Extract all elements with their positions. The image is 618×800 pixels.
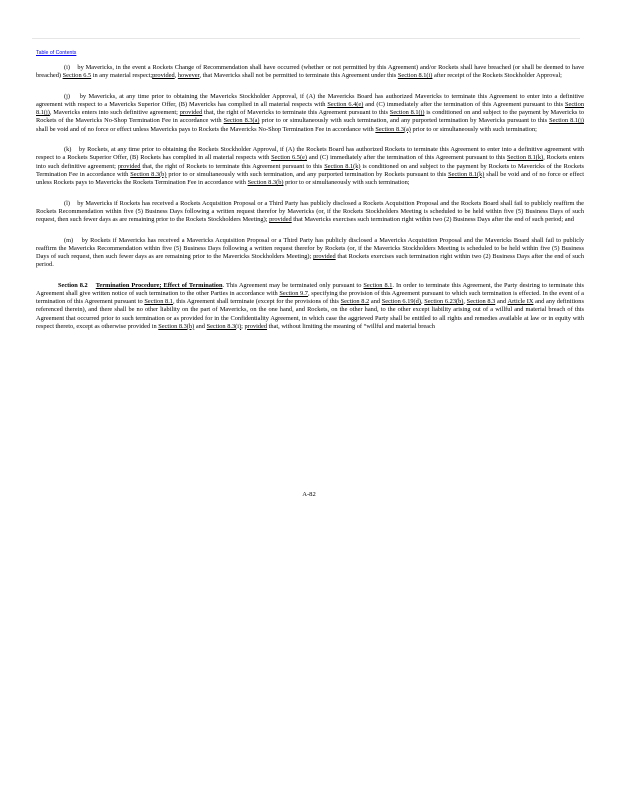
clause-text: by Rockets if Mavericks has received a Mavericks Acquisition Proposal or a Third Party has publicly disclosed a Mavericks Acquisition Proposal and the Mavericks Board shall fail to publicly reaffirm the Mavericks Recommendation within five (5) Business Days following a written request therefor by Rockets (or, if the Mavericks Stockholders Meeting is scheduled to be held within five (5) Business Days of such request, then such fewer days as are remaining prior to the Mavericks Stockholders Meeting); <box>36 236 585 261</box>
clause-text: and <box>195 322 205 330</box>
section-ref[interactable]: Section 8.3(h) <box>158 322 195 330</box>
clause-label: (m) <box>64 236 74 244</box>
provided-term: provided <box>152 72 175 80</box>
article-ref[interactable]: Article IX <box>507 298 534 306</box>
clause-text: is conditioned on and subject to the payment by Rockets to Mavericks of the Rockets Termination Fee in accordance with <box>36 162 585 178</box>
clause-text: in any material respect; <box>92 72 153 80</box>
clause-text: by Mavericks, in the event a Rockets Change of Recommendation shall have occurred (whether or not permitted by this Agreement) and/or Rockets shall have breached (or shall be deemed to have breached) <box>36 64 585 80</box>
clause-text: by Mavericks, at any time prior to obtaining the Mavericks Stockholder Approval, if (A) the Mavericks Board has authorized Mavericks to terminate this Agreement to enter into a definitive agreement with respect to a Mavericks Superior Offer, (B) Mavericks has complied in all material respects with <box>36 92 584 108</box>
section-ref[interactable]: Section 8.3(a) <box>375 125 411 133</box>
clause-label: (i) <box>64 64 70 71</box>
clause-text: after receipt of the Rockets Stockholder Approval; <box>433 72 562 80</box>
section-ref[interactable]: Section 6.19(d) <box>381 298 421 306</box>
section-ref[interactable]: Section 8.3(i) <box>206 322 242 330</box>
clause-text: that Rockets exercises such termination right within two (2) Business Days after the end of such period. <box>36 253 584 269</box>
section-ref[interactable]: Section 8.1(j) <box>389 109 425 117</box>
clause-m <box>36 237 584 270</box>
clause-text: , specifying the provision of this Agreement pursuant to which such termination is effected. In the event of a termination of this Agreement pursuant to <box>36 290 584 306</box>
clause-text: that, the right of Rockets to terminate this Agreement pursuant to this <box>142 162 323 170</box>
section-ref[interactable]: Section 8.3(a) <box>223 117 260 125</box>
clause-i <box>36 64 584 80</box>
section-8-2 <box>36 282 584 331</box>
clause-text: prior to or simultaneously with such termination, and any purported termination by Mavericks pursuant to this <box>261 117 548 125</box>
clause-text: ; <box>241 322 243 330</box>
clause-text: by Mavericks if Rockets has received a Rockets Acquisition Proposal or a Third Party has publicly disclosed a Rockets Acquisition Proposal and the Rockets Board shall fail to publicly reaffirm the Rockets Recommendation within five (5) Business Days following a written request therefor by Mavericks (or, if the Rockets Stockholders Meeting is scheduled to be held within five (5) Business Days of such request, then such fewer days as are remaining prior to the Rockets Stockholders Meeting); <box>36 199 584 224</box>
provided-term: provided <box>244 322 268 330</box>
section-label: Section 8.2 <box>58 281 88 289</box>
clause-text: prior to or simultaneously with such termination, and any purported termination by Rockets pursuant to this <box>168 170 447 178</box>
clause-text: . This Agreement may be terminated only pursuant to <box>222 281 362 289</box>
clause-text: prior to or simultaneously with such termination; <box>285 179 410 187</box>
provided-term: provided <box>313 253 336 261</box>
clause-text: , <box>174 72 177 80</box>
clause-label: (l) <box>64 199 70 207</box>
section-ref[interactable]: Section 8.1 <box>144 298 173 306</box>
clause-text: that, without limiting the meaning of “willful and material breach <box>268 322 435 330</box>
clause-l <box>36 200 584 225</box>
clause-text: and <box>370 298 381 306</box>
section-ref[interactable]: Section 8.1(k) <box>448 170 485 178</box>
document-body <box>36 64 584 343</box>
section-ref[interactable]: Section 9.7 <box>279 290 308 298</box>
section-ref[interactable]: Section 8.1 <box>363 281 393 289</box>
clause-label: (j) <box>64 92 70 100</box>
section-ref[interactable]: Section 6.5(e) <box>271 154 307 162</box>
clause-text: . In order to terminate this Agreement, the Party desiring to terminate this Agreement shall give written notice of such termination to the other Parties in accordance with <box>36 281 585 298</box>
section-heading: Termination Procedure; Effect of Termination <box>95 281 223 289</box>
clause-text: and (C) immediately after the termination of this Agreement pursuant to this <box>308 154 506 162</box>
section-ref[interactable]: Section 6.4(e) <box>327 101 364 108</box>
clause-text: shall be void and of no force or effect unless Mavericks pays to Rockets the Mavericks No-Shop Termination Fee in accordance with <box>36 125 374 133</box>
section-ref[interactable]: Section 8.1(j) <box>36 101 584 117</box>
clause-text: and <box>496 298 507 306</box>
clause-text: that, the right of Mavericks to terminate this Agreement pursuant to this <box>204 109 389 117</box>
clause-k <box>36 146 584 187</box>
section-ref[interactable]: Section 8.3 <box>466 298 496 306</box>
top-divider <box>32 38 580 39</box>
clause-text: and (C) immediately after the termination of this Agreement pursuant to this <box>365 101 563 108</box>
clause-text: , Rockets enters into such definitive agreement; <box>36 154 585 170</box>
clause-text: , <box>420 298 423 306</box>
clause-text: that Mavericks exercises such termination right within two (2) Business Days after the end of such period; and <box>293 216 574 224</box>
section-ref[interactable]: Section 8.1(k) <box>324 162 361 170</box>
clause-text: , <box>463 298 465 306</box>
page-number: A-82 <box>302 491 316 498</box>
provided-term: provided <box>269 216 292 224</box>
section-ref[interactable]: Section 6.5 <box>62 72 92 80</box>
section-ref[interactable]: Section 6.23(b) <box>424 298 464 306</box>
provided-term: provided <box>117 162 141 170</box>
clause-j <box>36 93 584 134</box>
clause-text: by Rockets, at any time prior to obtaining the Rockets Stockholder Approval, if (A) the Rockets Board has authorized Rockets to terminate this Agreement to enter into a definitive agreement with respect to a Rockets Superior Offer, (B) Rockets has complied in all material respects with <box>36 146 584 162</box>
section-ref[interactable]: Section 8.1(j) <box>549 117 585 125</box>
provided-term: provided <box>179 109 203 117</box>
clause-text: , that Mavericks shall not be permitted to terminate this Agreement under this <box>199 72 397 80</box>
clause-text: , Mavericks enters into such definitive agreement; <box>49 109 178 117</box>
section-ref[interactable]: Section 8.3(b) <box>247 179 284 187</box>
clause-text: shall be void and of no force or effect unless Rockets pays to Mavericks the Rockets Termination Fee in accordance with <box>36 170 584 187</box>
section-ref[interactable]: Section 8.1(k) <box>507 154 544 162</box>
section-ref[interactable]: Section 8.1(i) <box>397 72 433 80</box>
table-of-contents-link[interactable]: Table of Contents <box>36 50 77 56</box>
however-term: however <box>177 72 200 80</box>
clause-text: and any definitions referenced therein), and there shall be no other liability on the part of Mavericks, on the one hand, and Rockets, on the other hand, to the other except liability arising out of a willful and material breach of this Agreement that occurred prior to such termination or as provided for in the Confidentiality Agreement, in which case the aggrieved Party shall be entitled to all rights and remedies available at law or in equity with respect thereto, except as otherwise provided in <box>36 298 584 330</box>
section-ref[interactable]: Section 8.2 <box>340 298 370 306</box>
clause-text: is conditioned on and subject to the payment by Mavericks to Rockets of the Mavericks No-Shop Termination Fee in accordance with <box>36 109 585 125</box>
clause-text: , this Agreement shall terminate (except for the provisions of this <box>172 298 339 306</box>
clause-label: (k) <box>64 146 72 154</box>
clause-text: prior to or simultaneously with such termination; <box>412 125 537 133</box>
section-ref[interactable]: Section 8.3(b) <box>130 170 167 178</box>
